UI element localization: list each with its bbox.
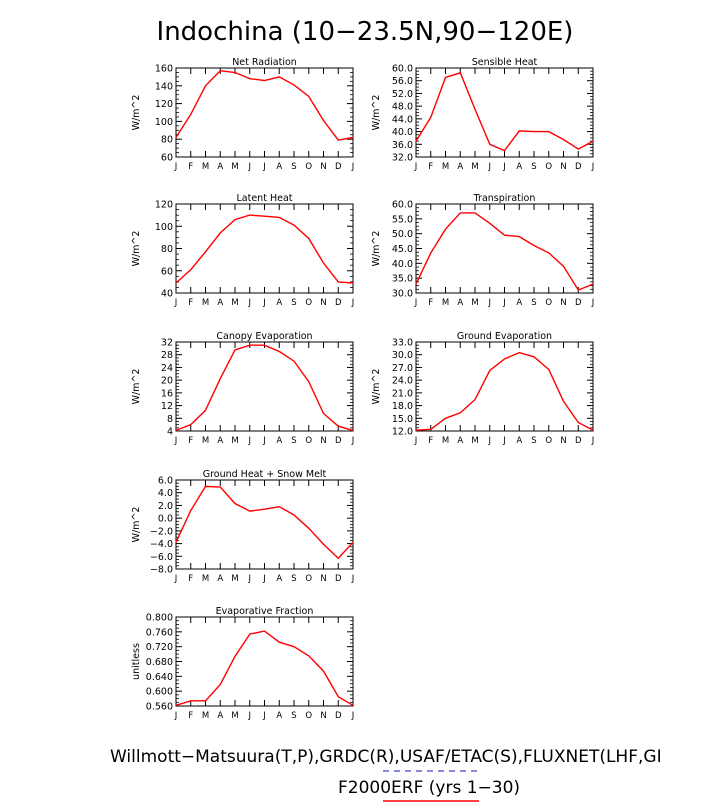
ground-heat-snow-melt-month-label: J (174, 574, 178, 584)
transpiration-plot-frame (416, 204, 593, 293)
net-radiation-ytick-label: 100 (154, 116, 173, 128)
canopy-evaporation-month-label: M (201, 436, 210, 446)
net-radiation-month-label: N (320, 162, 327, 172)
transpiration-month-label: S (531, 298, 537, 308)
ground-evaporation-title: Ground Evaporation (456, 331, 553, 342)
canopy-evaporation-month-label: J (351, 436, 355, 446)
latent-heat-ytick-label: 120 (154, 199, 173, 211)
ground-evaporation-month-label: J (414, 436, 418, 446)
transpiration-title: Transpiration (473, 193, 536, 204)
canopy-evaporation-title: Canopy Evaporation (216, 331, 313, 342)
sensible-heat-ytick-label: 32.0 (391, 152, 413, 164)
ground-heat-snow-melt-plot-frame (176, 480, 353, 569)
evaporative-fraction-plot-frame (176, 617, 353, 706)
sensible-heat-month-label: J (414, 162, 418, 172)
ground-evaporation-month-label: A (516, 436, 523, 446)
latent-heat-title: Latent Heat (236, 193, 293, 204)
evaporative-fraction-month-label: A (276, 711, 283, 721)
page-title: Indochina (10−23.5N,90−120E) (156, 17, 574, 47)
transpiration-ylabel: W/m^2 (371, 230, 382, 267)
ground-evaporation-month-label: D (574, 436, 582, 446)
ground-evaporation-ytick-label: 30.0 (391, 350, 413, 362)
transpiration-month-label: M (471, 298, 479, 308)
latent-heat-month-label: J (263, 298, 266, 308)
ground-evaporation-month-label: S (531, 436, 537, 446)
latent-heat-month-label: M (201, 298, 210, 308)
ground-heat-snow-melt-ytick-label: 2.0 (157, 500, 173, 512)
evaporative-fraction-month-label: J (263, 711, 266, 721)
net-radiation-month-label: J (263, 162, 266, 172)
ground-heat-snow-melt-ytick-label: 4.0 (157, 488, 173, 500)
transpiration-month-label: F (428, 298, 434, 308)
evaporative-fraction-month-label: M (201, 711, 210, 721)
ground-heat-snow-melt-series-line (176, 486, 353, 558)
sensible-heat-plot-frame (416, 68, 593, 157)
footer-model-years: (yrs 1−30) (423, 778, 521, 798)
ground-heat-snow-melt-month-label: J (351, 574, 355, 584)
canopy-evaporation-ytick-label: 32 (160, 337, 173, 349)
sensible-heat-ytick-label: 40.0 (391, 127, 413, 139)
sensible-heat-month-label: J (488, 162, 492, 172)
chart-panels (131, 57, 594, 721)
net-radiation-ytick-label: 140 (154, 81, 173, 93)
ground-heat-snow-melt-month-label: D (334, 574, 342, 584)
evaporative-fraction-month-label: F (188, 711, 194, 721)
evaporative-fraction-month-label: D (334, 711, 342, 721)
net-radiation-plot-frame (176, 68, 353, 157)
latent-heat-ytick-label: 60 (160, 266, 173, 278)
latent-heat-ytick-label: 40 (160, 288, 173, 300)
canopy-evaporation-month-label: A (276, 436, 283, 446)
evaporative-fraction-ytick-label: 0.640 (145, 671, 173, 683)
latent-heat-month-label: J (351, 298, 355, 308)
ground-heat-snow-melt-ytick-label: −4.0 (149, 539, 173, 551)
sensible-heat-month-label: M (471, 162, 479, 172)
net-radiation-month-label: M (231, 162, 239, 172)
net-radiation-ylabel: W/m^2 (131, 94, 142, 131)
canopy-evaporation-ytick-label: 16 (160, 388, 173, 400)
chart-transpiration (371, 193, 594, 308)
ground-heat-snow-melt-ytick-label: −8.0 (149, 564, 173, 576)
transpiration-month-label: A (516, 298, 523, 308)
ground-heat-snow-melt-ytick-label: −2.0 (149, 526, 173, 538)
footer-sources: Willmott−Matsuura(T,P),GRDC(R),USAF/ETAC(S),FLUXNET(LHF,GI (110, 747, 662, 767)
canopy-evaporation-ytick-label: 12 (160, 401, 173, 413)
net-radiation-month-label: O (305, 162, 313, 172)
ground-evaporation-month-label: O (545, 436, 553, 446)
ground-evaporation-month-label: J (488, 436, 492, 446)
chart-evaporative-fraction (131, 606, 354, 721)
transpiration-month-label: J (591, 298, 595, 308)
chart-canopy-evaporation (131, 331, 354, 446)
ground-heat-snow-melt-month-label: J (263, 574, 266, 584)
sensible-heat-title: Sensible Heat (471, 57, 538, 68)
evaporative-fraction-month-label: A (217, 711, 224, 721)
ground-heat-snow-melt-title: Ground Heat + Snow Melt (202, 469, 327, 480)
ground-evaporation-ytick-label: 18.0 (391, 401, 413, 413)
chart-net-radiation (131, 57, 354, 172)
footer-model-case: ERF (391, 778, 424, 798)
canopy-evaporation-month-label: J (174, 436, 178, 446)
sensible-heat-ylabel: W/m^2 (371, 94, 382, 131)
canopy-evaporation-ytick-label: 28 (160, 350, 173, 362)
transpiration-month-label: J (414, 298, 418, 308)
net-radiation-ytick-label: 60 (160, 152, 173, 164)
latent-heat-month-label: A (217, 298, 224, 308)
ground-evaporation-month-label: N (560, 436, 567, 446)
latent-heat-month-label: J (248, 298, 252, 308)
net-radiation-ytick-label: 160 (154, 63, 173, 75)
ground-heat-snow-melt-ytick-label: 6.0 (157, 475, 173, 487)
sensible-heat-month-label: D (574, 162, 582, 172)
canopy-evaporation-ytick-label: 20 (160, 375, 173, 387)
latent-heat-month-label: N (320, 298, 327, 308)
transpiration-ytick-label: 40.0 (391, 258, 413, 270)
sensible-heat-month-label: J (591, 162, 595, 172)
transpiration-ytick-label: 50.0 (391, 229, 413, 241)
evaporative-fraction-ytick-label: 0.560 (145, 701, 173, 713)
ground-evaporation-month-label: A (457, 436, 464, 446)
evaporative-fraction-month-label: S (291, 711, 297, 721)
latent-heat-ylabel: W/m^2 (131, 230, 142, 267)
transpiration-month-label: A (457, 298, 464, 308)
sensible-heat-ytick-label: 48.0 (391, 101, 413, 113)
ground-heat-snow-melt-month-label: J (248, 574, 252, 584)
ground-evaporation-month-label: J (503, 436, 506, 446)
evaporative-fraction-month-label: M (231, 711, 239, 721)
ground-heat-snow-melt-month-label: M (201, 574, 210, 584)
sensible-heat-ytick-label: 44.0 (391, 114, 413, 126)
net-radiation-month-label: S (291, 162, 297, 172)
ground-heat-snow-melt-ytick-label: 0.0 (157, 513, 173, 525)
transpiration-ytick-label: 45.0 (391, 244, 413, 255)
sensible-heat-ytick-label: 52.0 (391, 88, 413, 100)
sensible-heat-month-label: N (560, 162, 567, 172)
latent-heat-ytick-label: 100 (154, 221, 173, 233)
canopy-evaporation-month-label: F (188, 436, 194, 446)
ground-heat-snow-melt-month-label: N (320, 574, 327, 584)
ground-heat-snow-melt-month-label: A (276, 574, 283, 584)
net-radiation-month-label: F (188, 162, 194, 172)
transpiration-month-label: N (560, 298, 567, 308)
net-radiation-month-label: A (217, 162, 224, 172)
evaporative-fraction-ytick-label: 0.720 (145, 642, 173, 654)
canopy-evaporation-ylabel: W/m^2 (131, 368, 142, 405)
evaporative-fraction-title: Evaporative Fraction (215, 606, 314, 617)
ground-heat-snow-melt-month-label: F (188, 574, 194, 584)
net-radiation-month-label: A (276, 162, 283, 172)
ground-evaporation-ytick-label: 21.0 (391, 388, 413, 400)
footer-model-prefix: F2000 (337, 778, 392, 798)
ground-evaporation-month-label: F (428, 436, 434, 446)
latent-heat-month-label: F (188, 298, 194, 308)
transpiration-month-label: M (441, 298, 450, 308)
chart-sensible-heat (371, 57, 594, 172)
net-radiation-ytick-label: 80 (160, 134, 173, 146)
sensible-heat-month-label: A (457, 162, 464, 172)
ground-evaporation-ytick-label: 27.0 (391, 362, 413, 374)
transpiration-month-label: J (503, 298, 506, 308)
chart-latent-heat (131, 193, 354, 308)
evaporative-fraction-month-label: J (248, 711, 252, 721)
transpiration-month-label: D (574, 298, 582, 308)
chart-ground-evaporation (371, 331, 594, 446)
ground-heat-snow-melt-month-label: A (217, 574, 224, 584)
sensible-heat-series-line (416, 73, 593, 151)
evaporative-fraction-ytick-label: 0.600 (145, 686, 173, 698)
canopy-evaporation-ytick-label: 4 (166, 426, 173, 438)
latent-heat-month-label: D (334, 298, 342, 308)
transpiration-ytick-label: 35.0 (391, 273, 413, 285)
ground-heat-snow-melt-month-label: M (231, 574, 239, 584)
ground-heat-snow-melt-ytick-label: −6.0 (149, 551, 173, 563)
canopy-evaporation-ytick-label: 24 (160, 362, 173, 374)
evaporative-fraction-ytick-label: 0.760 (145, 627, 173, 639)
canopy-evaporation-month-label: D (334, 436, 342, 446)
sensible-heat-month-label: M (441, 162, 450, 172)
evaporative-fraction-month-label: J (174, 711, 178, 721)
canopy-evaporation-month-label: M (231, 436, 239, 446)
net-radiation-month-label: J (248, 162, 252, 172)
canopy-evaporation-month-label: O (305, 436, 313, 446)
transpiration-month-label: J (488, 298, 492, 308)
canopy-evaporation-month-label: S (291, 436, 297, 446)
ground-evaporation-month-label: M (471, 436, 479, 446)
latent-heat-series-line (176, 215, 353, 283)
evaporative-fraction-ytick-label: 0.800 (145, 612, 173, 624)
latent-heat-month-label: J (174, 298, 178, 308)
canopy-evaporation-month-label: J (248, 436, 252, 446)
net-radiation-month-label: J (174, 162, 178, 172)
ground-evaporation-series-line (416, 353, 593, 431)
sensible-heat-ytick-label: 36.0 (391, 139, 413, 151)
sensible-heat-ytick-label: 60.0 (391, 63, 413, 75)
sensible-heat-ytick-label: 56.0 (391, 76, 413, 88)
footer-model (338, 778, 520, 798)
latent-heat-month-label: O (305, 298, 313, 308)
ground-evaporation-plot-frame (416, 342, 593, 431)
evaporative-fraction-ylabel: unitless (131, 643, 142, 680)
canopy-evaporation-ytick-label: 8 (166, 413, 173, 425)
net-radiation-title: Net Radiation (232, 57, 297, 68)
latent-heat-plot-frame (176, 204, 353, 293)
ground-evaporation-ylabel: W/m^2 (371, 368, 382, 405)
transpiration-ytick-label: 60.0 (391, 199, 413, 211)
sensible-heat-month-label: F (428, 162, 434, 172)
transpiration-ytick-label: 30.0 (391, 288, 413, 300)
footer (110, 747, 662, 801)
evaporative-fraction-ytick-label: 0.680 (145, 657, 173, 668)
ground-heat-snow-melt-month-label: S (291, 574, 297, 584)
sensible-heat-month-label: O (545, 162, 553, 172)
sensible-heat-month-label: J (503, 162, 506, 172)
ground-evaporation-month-label: J (591, 436, 595, 446)
latent-heat-month-label: M (231, 298, 239, 308)
net-radiation-ytick-label: 120 (154, 99, 173, 111)
net-radiation-month-label: J (351, 162, 355, 172)
evaporative-fraction-month-label: N (320, 711, 327, 721)
ground-heat-snow-melt-month-label: O (305, 574, 313, 584)
net-radiation-month-label: M (201, 162, 210, 172)
latent-heat-month-label: S (291, 298, 297, 308)
evaporative-fraction-month-label: J (351, 711, 355, 721)
sensible-heat-month-label: A (516, 162, 523, 172)
ground-evaporation-ytick-label: 24.0 (391, 375, 413, 387)
net-radiation-series-line (176, 71, 353, 140)
ground-evaporation-ytick-label: 33.0 (391, 337, 413, 349)
canopy-evaporation-month-label: J (263, 436, 266, 446)
canopy-evaporation-series-line (176, 345, 353, 430)
evaporative-fraction-series-line (176, 631, 353, 705)
transpiration-month-label: O (545, 298, 553, 308)
sensible-heat-month-label: S (531, 162, 537, 172)
ground-evaporation-ytick-label: 12.0 (391, 426, 413, 438)
canopy-evaporation-month-label: A (217, 436, 224, 446)
transpiration-ytick-label: 55.0 (391, 214, 413, 226)
transpiration-series-line (416, 213, 593, 290)
ground-heat-snow-melt-ylabel: W/m^2 (131, 506, 142, 543)
canopy-evaporation-month-label: N (320, 436, 327, 446)
evaporative-fraction-month-label: O (305, 711, 313, 721)
ground-evaporation-month-label: M (441, 436, 450, 446)
net-radiation-month-label: D (334, 162, 342, 172)
canopy-evaporation-plot-frame (176, 342, 353, 431)
chart-ground-heat-snow-melt (131, 469, 354, 584)
latent-heat-ytick-label: 80 (160, 244, 173, 255)
latent-heat-month-label: A (276, 298, 283, 308)
ground-evaporation-ytick-label: 15.0 (391, 413, 413, 425)
